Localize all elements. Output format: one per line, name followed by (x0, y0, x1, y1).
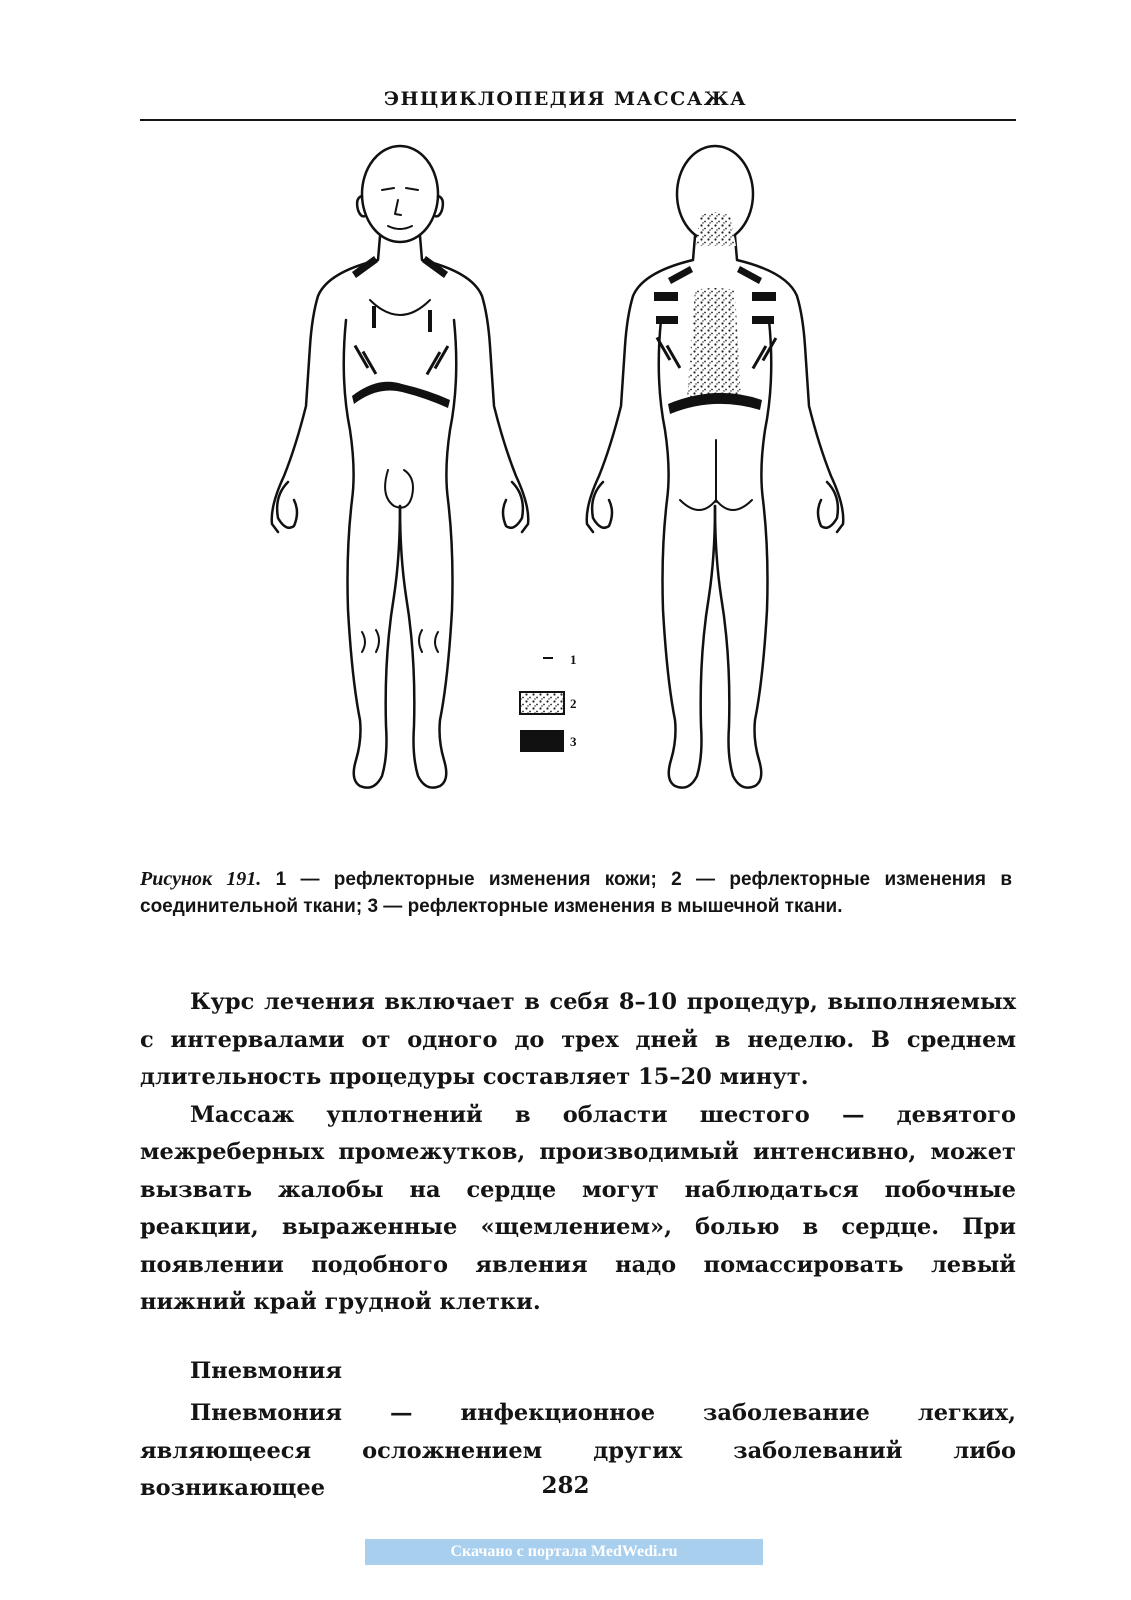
paragraph: Курс лечения включает в себя 8–10 процедур, выполняемых с интервалами от одного до трех дней в неделю. В среднем длительность процедуры составляет 15–20 минут. (140, 989, 1016, 1090)
figure-caption (140, 866, 1012, 920)
caption-text: 1 — рефлекторные изменения кожи; 2 — рефлекторные изменения в соединительной ткани; 3 — рефлекторные изменения в мышечной ткани. (140, 869, 1013, 917)
legend-number-2: 2 (570, 696, 577, 711)
front-body-markings (352, 256, 450, 408)
caption-label: Рисунок 191. (140, 868, 262, 890)
figure-legend (520, 652, 577, 752)
front-body-figure (272, 146, 529, 788)
running-head: ЭНЦИКЛОПЕДИЯ МАССАЖА (383, 88, 748, 110)
watermark-banner: Скачано с портала MedWedi.ru (365, 1539, 763, 1565)
back-body-markings (654, 212, 777, 414)
legend-swatch-muscle (520, 730, 564, 752)
legend-swatch-connective (520, 692, 564, 714)
section-heading: Пневмония (190, 1358, 342, 1384)
paragraph: Пневмония — инфекционное заболевание легких, являющееся осложнением других заболеваний либо возникающее (140, 1400, 1016, 1501)
legend-swatch-skin (543, 657, 553, 659)
header-rule (140, 119, 1016, 121)
legend-number-3: 3 (570, 734, 577, 749)
page-number: 282 (541, 1472, 590, 1499)
figure-body-diagrams (0, 140, 1131, 830)
paragraph: Массаж уплотнений в области шестого — девятого межреберных промежутков, производимый интенсивно, может вызвать жалобы на сердце могут наблюдаться побочные реакции, выраженные «щемлением», болью в сердце. При появлении подобного явления надо помассировать левый нижний край грудной клетки. (140, 1101, 1016, 1315)
legend-number-1: 1 (570, 652, 577, 667)
body-text (140, 984, 1016, 1322)
